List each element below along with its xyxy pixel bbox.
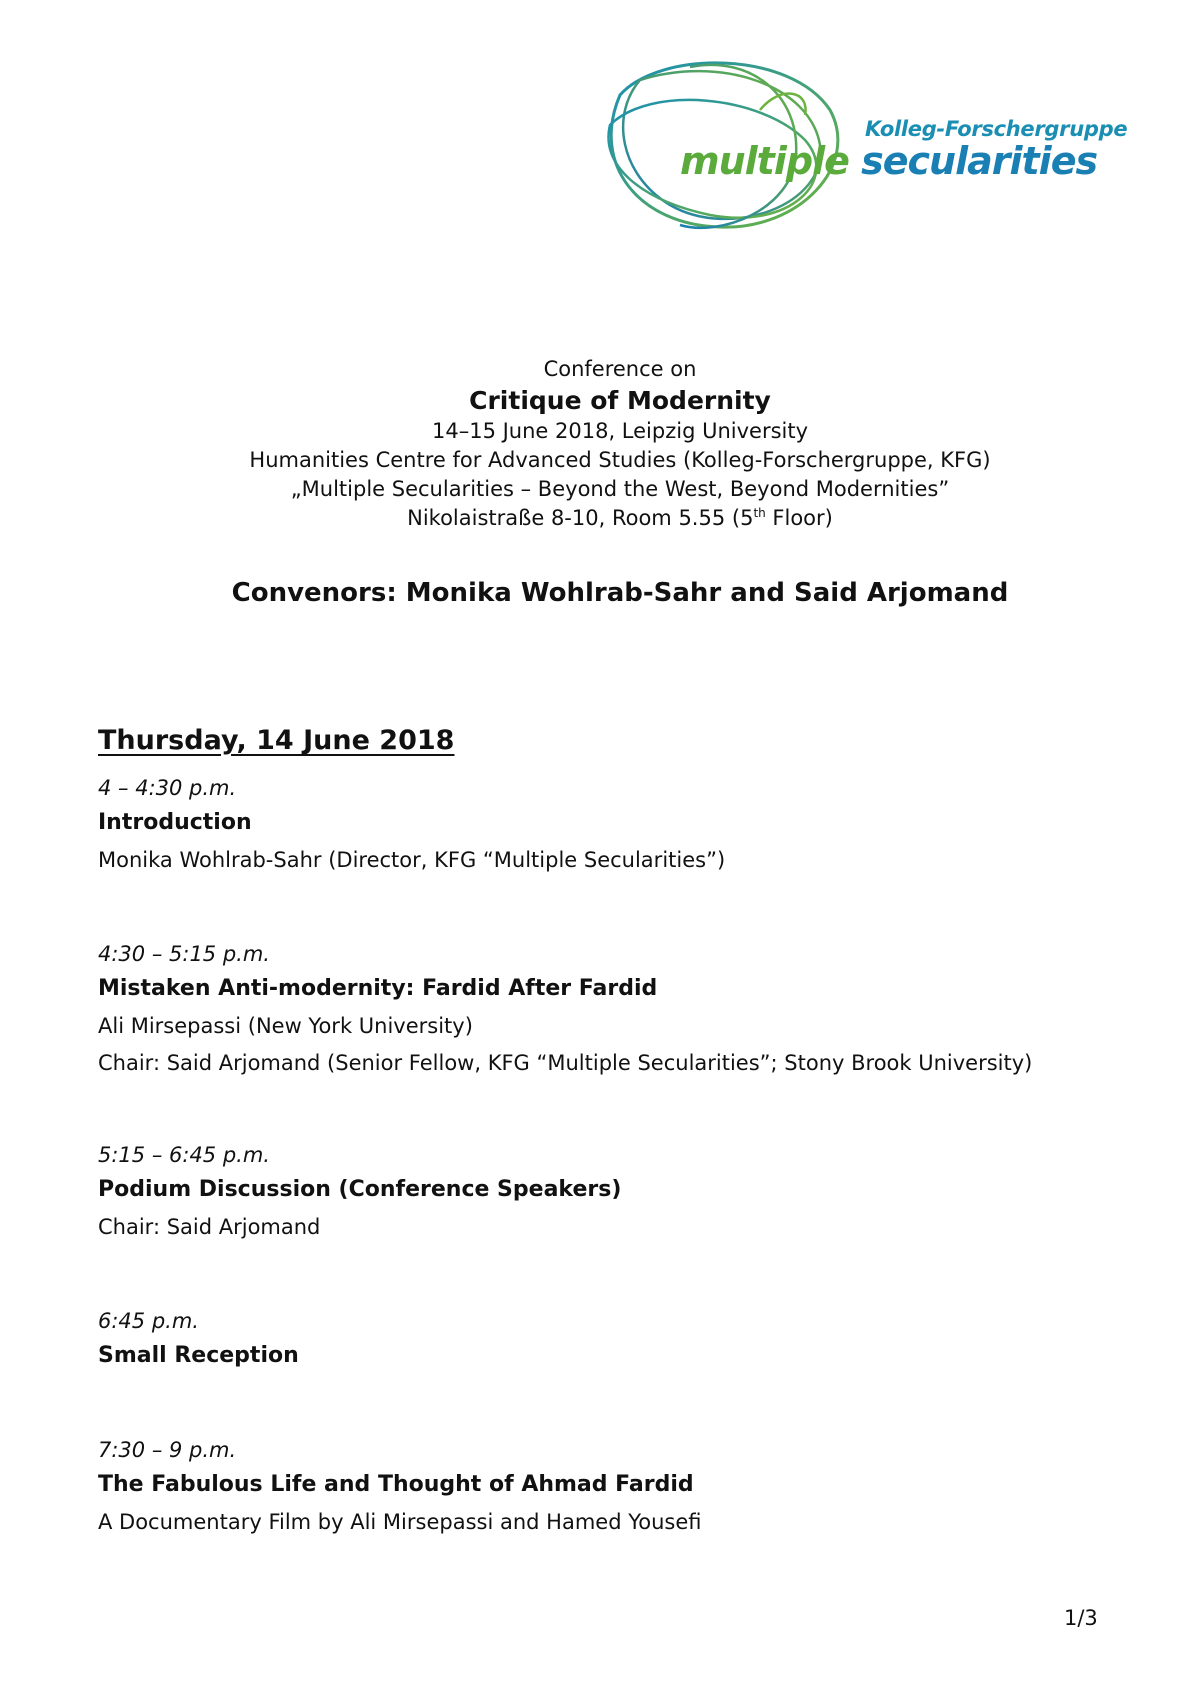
convenors: Convenors: Monika Wohlrab-Sahr and Said Arjomand — [231, 578, 1009, 608]
conference-title: Critique of Modernity — [469, 386, 771, 415]
session-detail: Chair: Said Arjomand — [98, 1215, 321, 1239]
logo-word-secularities: secularities — [861, 139, 1098, 183]
session-detail: A Documentary Film by Ali Mirsepassi and Hamed Yousefi — [98, 1510, 702, 1534]
session-title: Mistaken Anti-modernity: Fardid After Fardid — [98, 976, 658, 1001]
session-reception — [98, 1305, 299, 1375]
conference-header — [0, 355, 1200, 533]
logo-subtitle: Kolleg-Forschergruppe — [865, 117, 1128, 141]
logo-word-multiple: multiple — [680, 139, 849, 183]
logo-wordmark — [680, 139, 1097, 183]
address-superscript: th — [753, 506, 766, 520]
conference-centre: Humanities Centre for Advanced Studies (Kolleg-Forschergruppe, KFG) — [249, 448, 991, 472]
session-detail: Chair: Said Arjomand (Senior Fellow, KFG “Multiple Secularities”; Stony Brook University) — [98, 1051, 1033, 1075]
session-introduction — [98, 772, 725, 879]
day-heading: Thursday, 14 June 2018 — [98, 725, 455, 756]
session-documentary — [98, 1434, 701, 1541]
conference-intro: Conference on — [543, 357, 697, 381]
session-title: Small Reception — [98, 1343, 299, 1368]
session-anti-modernity — [98, 938, 1032, 1082]
session-time: 5:15 – 6:45 p.m. — [98, 1143, 270, 1167]
session-time: 4:30 – 5:15 p.m. — [98, 942, 270, 966]
session-title: The Fabulous Life and Thought of Ahmad Fardid — [98, 1472, 694, 1497]
session-time: 4 – 4:30 p.m. — [98, 776, 237, 800]
session-title: Podium Discussion (Conference Speakers) — [98, 1177, 622, 1202]
address-prefix: Nikolaistraße 8-10, Room 5.55 (5 — [407, 506, 754, 530]
address-suffix: Floor) — [765, 506, 833, 530]
page-number: 1/3 — [1064, 1606, 1098, 1630]
session-detail: Monika Wohlrab-Sahr (Director, KFG “Multiple Secularities”) — [98, 848, 726, 872]
conference-project: „Multiple Secularities – Beyond the West, Beyond Modernities” — [290, 477, 950, 501]
conference-address — [0, 504, 1200, 533]
session-detail: Ali Mirsepassi (New York University) — [98, 1014, 473, 1038]
session-time: 6:45 p.m. — [98, 1309, 199, 1333]
session-title: Introduction — [98, 810, 252, 835]
conference-dates: 14–15 June 2018, Leipzig University — [431, 419, 809, 443]
session-podium — [98, 1139, 621, 1246]
kfg-logo — [600, 55, 1128, 245]
session-time: 7:30 – 9 p.m. — [98, 1438, 237, 1462]
